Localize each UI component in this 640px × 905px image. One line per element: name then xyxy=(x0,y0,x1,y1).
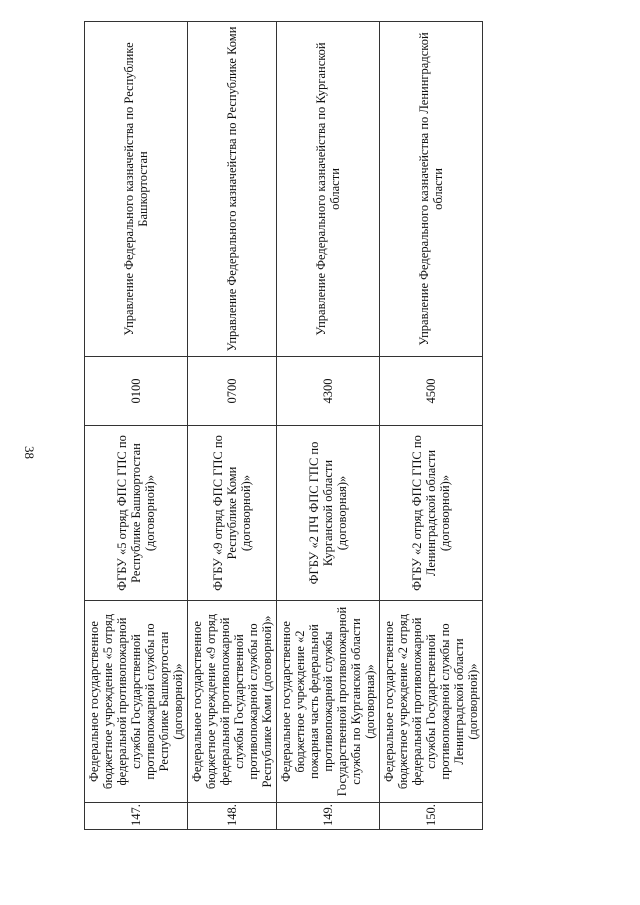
table-row xyxy=(277,22,380,830)
row-number: 150. xyxy=(380,803,483,830)
rotated-table-wrapper xyxy=(84,26,480,830)
treasury-cell: Управление Федерального казначейства по Республике Коми xyxy=(188,22,277,357)
code-cell: 4300 xyxy=(277,357,380,426)
row-number: 148. xyxy=(188,803,277,830)
table-row xyxy=(188,22,277,830)
full-name-cell: Федеральное государственное бюджетное учреждение «2 пожарная часть федеральной противопожарной службы Государственной противопожарной службы по Курганской области (договорная)» xyxy=(277,601,380,803)
table-row xyxy=(380,22,483,830)
code-cell: 0100 xyxy=(85,357,188,426)
treasury-cell: Управление Федерального казначейства по Ленинградской области xyxy=(380,22,483,357)
short-name-cell: ФГБУ «9 отряд ФПС ГПС по Республике Коми (договорной)» xyxy=(188,426,277,601)
short-name-cell: ФГБУ «5 отряд ФПС ГПС по Республике Башкортостан (договорной)» xyxy=(85,426,188,601)
institutions-table xyxy=(84,21,483,830)
row-number: 149. xyxy=(277,803,380,830)
code-cell: 0700 xyxy=(188,357,277,426)
full-name-cell: Федеральное государственное бюджетное учреждение «5 отряд федеральной противопожарной службы Государственной противопожарной службы по Республике Башкортостан (договорной)» xyxy=(85,601,188,803)
treasury-cell: Управление Федерального казначейства по Курганской области xyxy=(277,22,380,357)
table-row xyxy=(85,22,188,830)
short-name-cell: ФГБУ «2 ПЧ ФПС ГПС по Курганской области (договорная)» xyxy=(277,426,380,601)
full-name-cell: Федеральное государственное бюджетное учреждение «9 отряд федеральной противопожарной службы Государственной противопожарной службы по Республике Коми (договорной)» xyxy=(188,601,277,803)
page-number: 38 xyxy=(22,446,37,459)
short-name-cell: ФГБУ «2 отряд ФПС ГПС по Ленинградской области (договорной)» xyxy=(380,426,483,601)
treasury-cell: Управление Федерального казначейства по Республике Башкортостан xyxy=(85,22,188,357)
full-name-cell: Федеральное государственное бюджетное учреждение «2 отряд федеральной противопожарной службы Государственной противопожарной службы по Ленинградской области (договорной)» xyxy=(380,601,483,803)
code-cell: 4500 xyxy=(380,357,483,426)
row-number: 147. xyxy=(85,803,188,830)
